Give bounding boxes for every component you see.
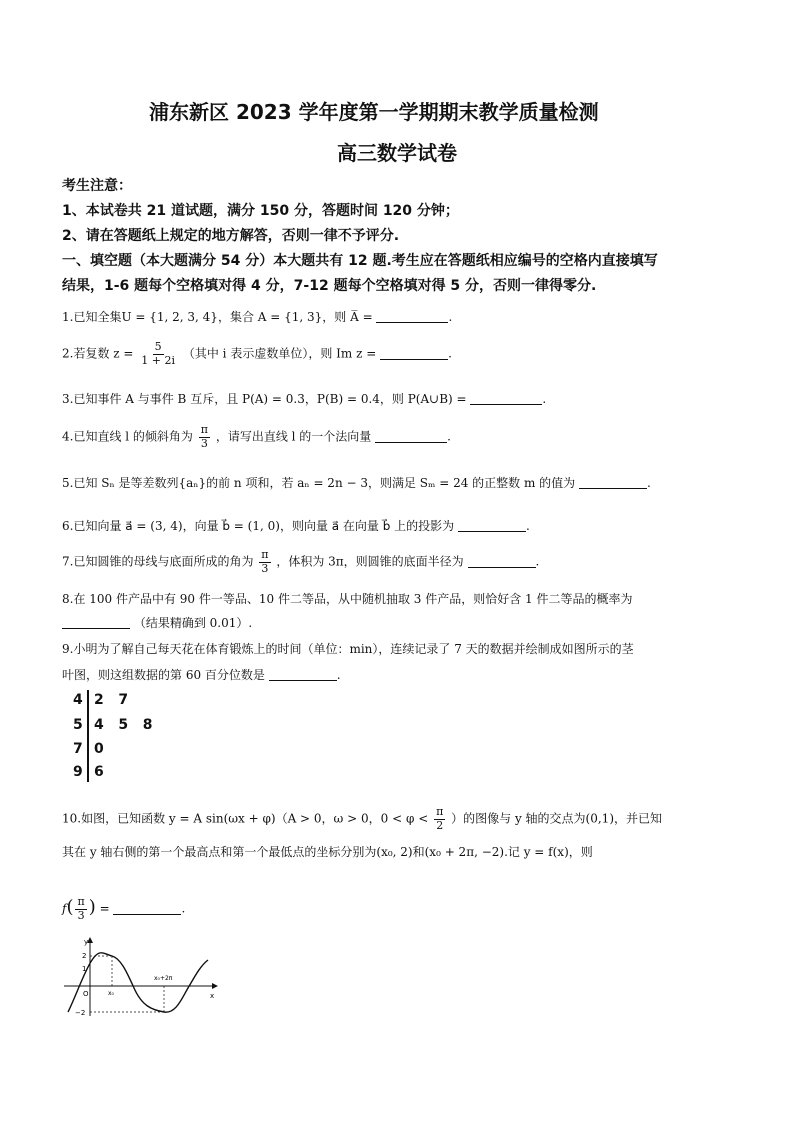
sine-graph — [60, 936, 220, 1018]
section-instructions-line-1: 一、填空题（本大题满分 54 分）本大题共有 12 题.考生应在答题纸相应编号的空格内直接填写 — [62, 253, 658, 269]
question-8-line-2: （结果精确到 0.01）. — [62, 616, 252, 629]
question-2: 2.若复数 z = $\frac{5}{1 + 2i}$ （其中 i 表示虚数单位），则 Im z = . — [62, 340, 452, 367]
question-5: 5.已知 Sₙ 是等差数列{aₙ}的前 n 项和，若 aₙ = 2n − 3，则满足 Sₘ = 24 的正整数 m 的值为 . — [62, 476, 651, 490]
fraction: $\frac{\pi}{3}$ — [200, 423, 208, 450]
answer-blank[interactable] — [269, 668, 337, 681]
tick-label-1: 1 — [82, 965, 87, 973]
question-7: 7.已知圆锥的母线与底面所成的角为 $\frac{\pi}{3}$ ，体积为 3π，则圆锥的底面半径为 . — [62, 548, 540, 575]
origin-label: O — [83, 990, 89, 998]
tick-label-2: 2 — [82, 952, 87, 960]
leaf-values: 2 7 — [94, 692, 129, 708]
stem-divider — [87, 690, 89, 782]
answer-blank[interactable] — [579, 476, 647, 489]
exam-title: 浦东新区 2023 学年度第一学期期末教学质量检测 — [149, 100, 599, 124]
question-10-line-2: 其在 y 轴右侧的第一个最高点和第一个最低点的坐标分别为(x₀, 2)和(x₀ + 2π, −2).记 y = f(x)，则 — [62, 845, 593, 859]
answer-blank[interactable] — [458, 519, 526, 532]
note-item-1: 1、本试卷共 21 道试题，满分 150 分，答题时间 120 分钟； — [62, 203, 459, 219]
x-axis-arrow — [212, 983, 218, 989]
question-10-line-1: 10.如图，已知函数 y = A sin(ωx + φ)（A > 0，ω > 0，0 < φ < $\frac{\pi}{2}$ ）的图像与 y 轴的交点为(0,1)，并已知 — [62, 805, 662, 832]
note-item-2: 2、请在答题纸上规定的地方解答，否则一律不予评分. — [62, 228, 400, 244]
fraction: $\frac{\pi}{2}$ — [436, 805, 444, 832]
question-6: 6.已知向量 a⃗ = (3, 4)，向量 b⃗ = (1, 0)，则向量 a⃗ 在向量 b⃗ 上的投影为 . — [62, 519, 530, 533]
question-3: 3.已知事件 A 与事件 B 互斥，且 P(A) = 0.3，P(B) = 0.4，则 P(A∪B) = . — [62, 392, 547, 406]
stem-value: 9 — [73, 764, 83, 780]
answer-blank[interactable] — [468, 555, 536, 568]
sine-curve — [68, 953, 208, 1012]
x-axis-label: x — [210, 992, 215, 1000]
leaf-values: 0 — [94, 741, 104, 757]
answer-blank[interactable] — [470, 392, 542, 405]
answer-blank[interactable] — [375, 430, 447, 443]
question-10-line-3: f( $\frac{\pi}{3}$ ) = . — [62, 895, 186, 922]
fraction: $\frac{\pi}{3}$ — [77, 895, 85, 922]
question-9-line-2: 叶图，则这组数据的第 60 百分位数是 . — [62, 668, 341, 682]
x0-label: x₀ — [108, 990, 114, 997]
fraction: $\frac{\pi}{3}$ — [261, 548, 269, 575]
notes-heading: 考生注意： — [62, 178, 132, 194]
x0-plus-2pi-label: x₀+2π — [154, 975, 173, 982]
question-8-line-1: 8.在 100 件产品中有 90 件一等品、10 件二等品，从中随机抽取 3 件产品，则恰好含 1 件二等品的概率为 — [62, 592, 633, 606]
tick-label-minus-2: −2 — [75, 1009, 86, 1017]
stem-value: 5 — [73, 717, 83, 733]
exam-subtitle: 高三数学试卷 — [337, 141, 457, 165]
question-1: 1.已知全集U = {1, 2, 3, 4}，集合 A = {1, 3}，则 A̅ = . — [62, 310, 453, 324]
fraction: $\frac{5}{1 + 2i}$ — [141, 340, 176, 367]
stem-value: 7 — [73, 741, 83, 757]
question-4: 4.已知直线 l 的倾斜角为 $\frac{\pi}{3}$ ，请写出直线 l 的一个法向量 . — [62, 423, 451, 450]
section-instructions-line-2: 结果，1-6 题每个空格填对得 4 分，7-12 题每个空格填对得 5 分，否则一律得零分. — [62, 278, 597, 294]
y-axis-label: y — [84, 938, 89, 946]
leaf-values: 4 5 8 — [94, 717, 153, 733]
answer-blank[interactable] — [376, 310, 448, 323]
answer-blank[interactable] — [380, 347, 448, 360]
question-9-line-1: 9.小明为了解自己每天花在体育锻炼上的时间（单位：min），连续记录了 7 天的数据并绘制成如图所示的茎 — [62, 642, 634, 656]
leaf-values: 6 — [94, 764, 104, 780]
answer-blank[interactable] — [62, 616, 130, 629]
stem-value: 4 — [73, 692, 83, 708]
answer-blank[interactable] — [113, 902, 181, 915]
